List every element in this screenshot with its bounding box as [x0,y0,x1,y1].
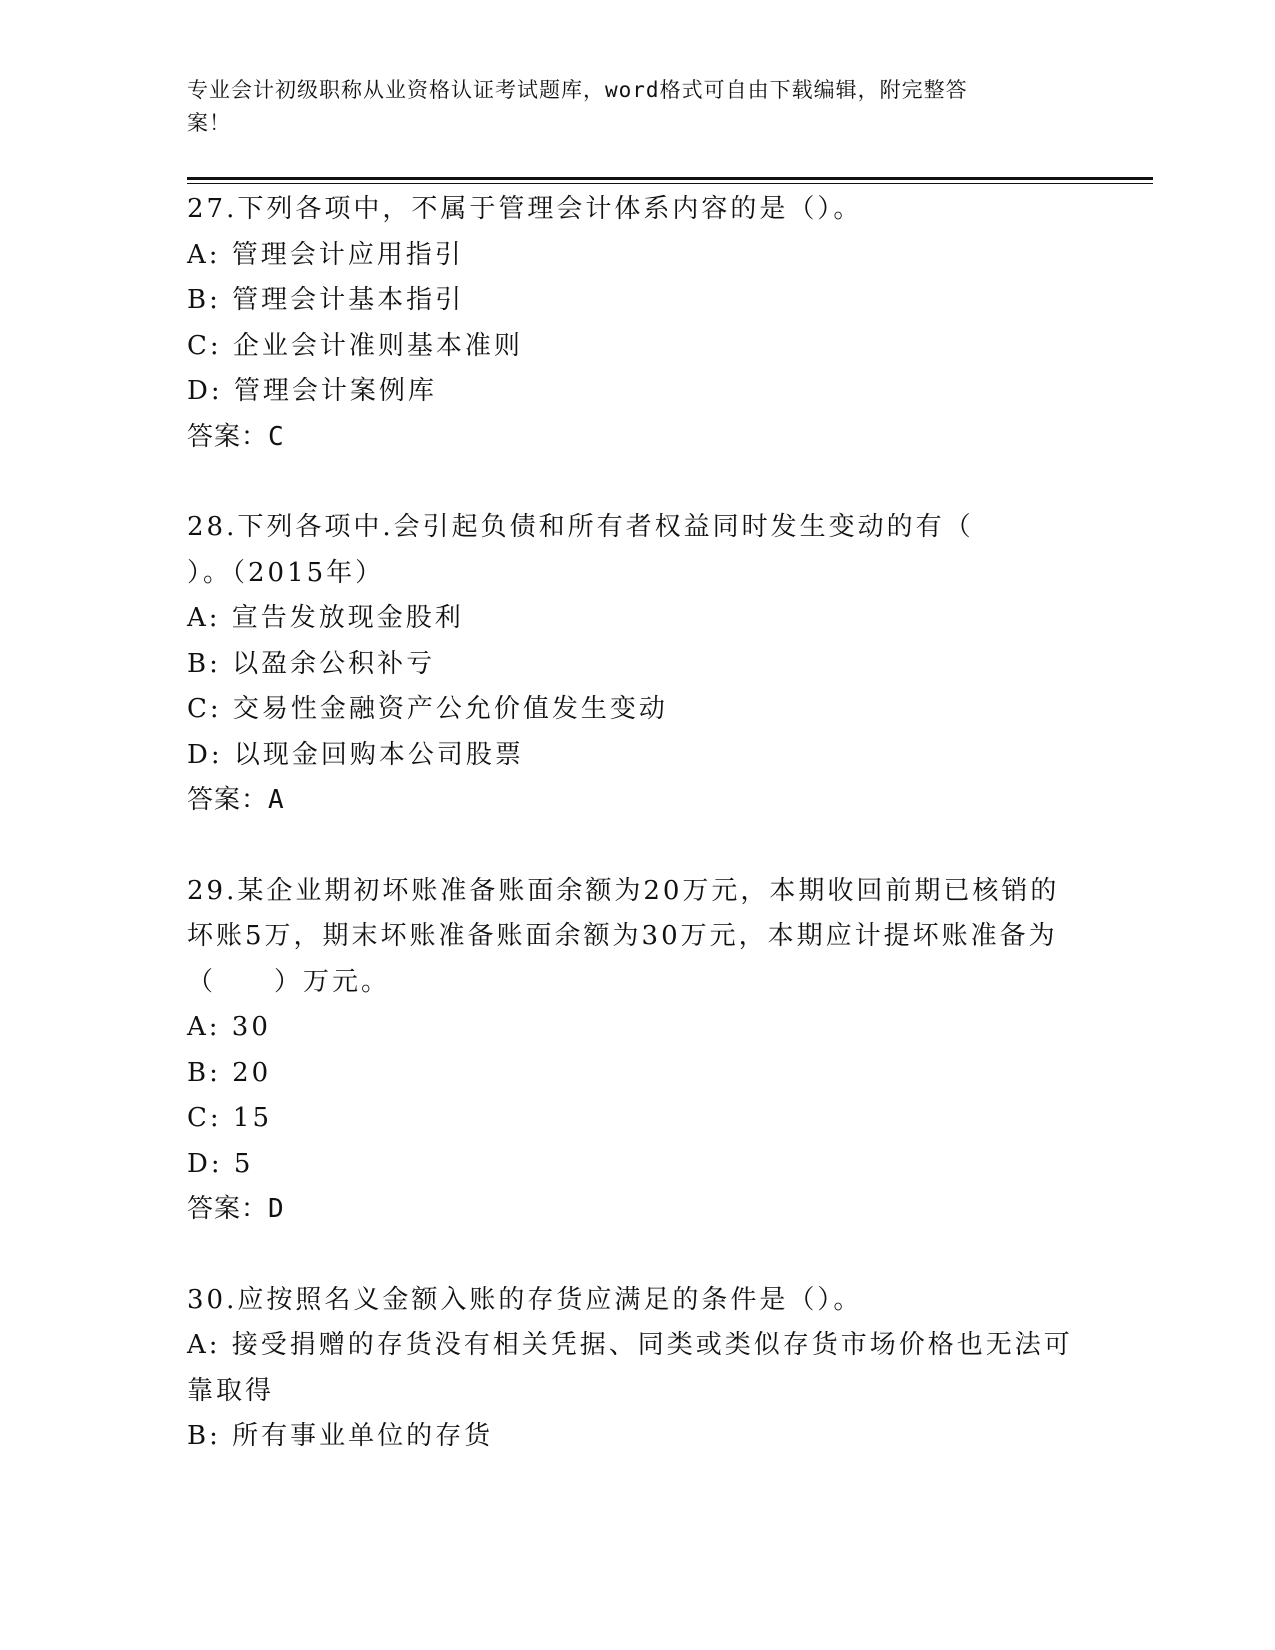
option-a: A: 接受捐赠的存货没有相关凭据、同类或类似存货市场价格也无法可 [187,1330,1073,1360]
option-c: C: 企业会计准则基本准则 [187,330,523,361]
option-d: D: 管理会计案例库 [187,376,437,406]
answer-line [187,1187,1087,1233]
question-stem: 29.某企业期初坏账准备账面余额为20万元，本期收回前期已核销的 [187,875,1060,906]
question-28 [187,505,1087,824]
option-a: A: 宣告发放现金股利 [187,603,464,633]
document-header [187,74,1067,140]
option-c: C: 交易性金融资产公允价值发生变动 [187,694,668,724]
option-b: B: 以盈余公积补亏 [187,648,436,679]
answer-label: 答案： [187,1194,269,1224]
header-divider-thick [187,177,1153,180]
option-b: B: 管理会计基本指引 [187,285,465,315]
question-27 [187,187,1087,460]
question-stem: 28.下列各项中.会引起负债和所有者权益同时发生变动的有（ [187,512,974,542]
question-29 [187,869,1087,1233]
option-b: B: 20 [187,1057,272,1088]
header-divider-thin [187,183,1153,184]
option-c: C: 15 [187,1103,273,1133]
answer-label: 答案： [187,785,269,815]
option-d: D: 以现金回购本公司股票 [187,739,524,770]
answer-line [187,778,1087,824]
question-30 [187,1278,1087,1460]
question-stem-continued: ）。（2015年） [187,557,385,588]
option-d: D: 5 [187,1148,254,1179]
answer-value: D [268,1194,285,1224]
question-stem: 30.应按照名义金额入账的存货应满足的条件是（）。 [187,1284,863,1315]
question-stem-continued: 坏账5万，期末坏账准备账面余额为30万元，本期应计提坏账准备为 [187,921,1058,951]
answer-label: 答案： [187,421,269,452]
option-a: A: 管理会计应用指引 [187,239,464,270]
header-line-1: 专业会计初级职称从业资格认证考试题库，word格式可自由下载编辑，附完整答 [187,78,968,102]
option-a: A: 30 [187,1012,271,1042]
question-stem-continued: （ ）万元。 [187,966,391,997]
option-b: B: 所有事业单位的存货 [187,1421,494,1451]
answer-value: C [268,421,285,452]
header-line-2: 案！ [187,111,231,135]
answer-value: A [268,785,285,815]
answer-line [187,415,1087,461]
question-list [187,187,1087,1505]
option-a-continued: 靠取得 [187,1375,275,1406]
question-stem: 27.下列各项中，不属于管理会计体系内容的是（）。 [187,194,863,224]
